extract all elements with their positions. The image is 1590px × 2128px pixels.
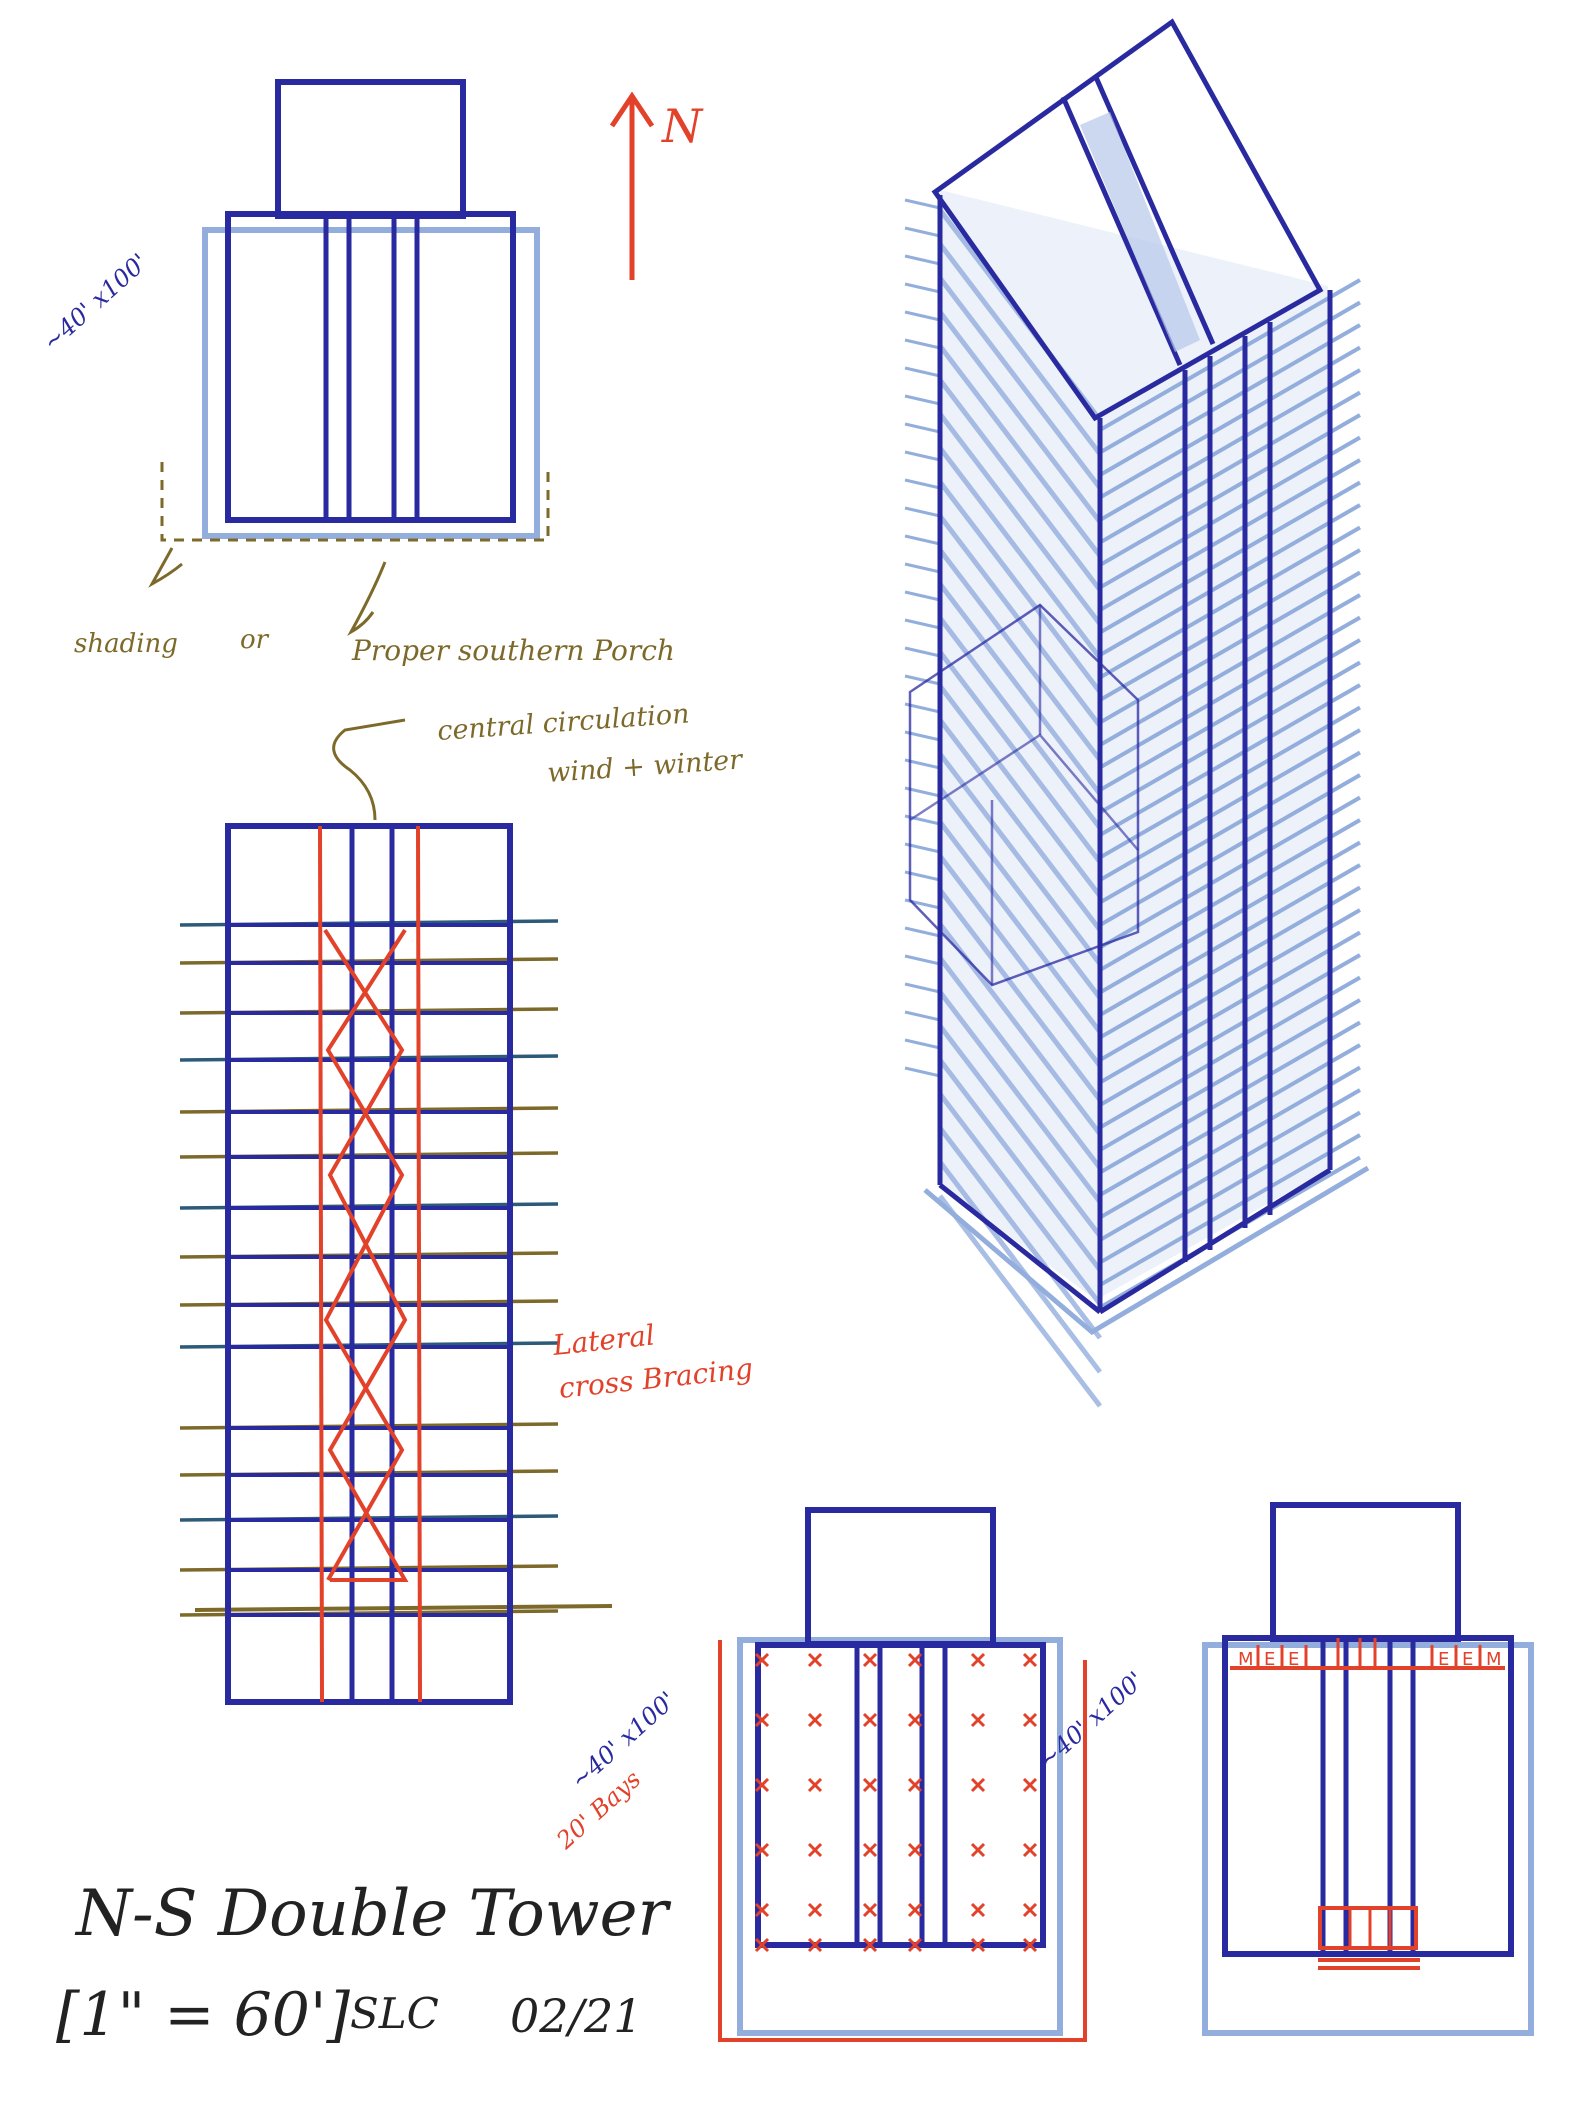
central-circulation-note: central circulation (436, 698, 691, 747)
drawing-scale: [1" = 60'] (56, 1980, 350, 2050)
slab-line-left (905, 1040, 940, 1048)
wind-winter-note: wind + winter (546, 744, 744, 789)
slab-line-left (905, 592, 940, 600)
slab-line-left (905, 396, 940, 404)
slab-line-left (905, 200, 940, 208)
drawing-date: 02/21 (510, 1989, 643, 2043)
bays-label: 20' Bays (551, 1765, 647, 1855)
column-grid-marks (756, 1654, 1036, 1951)
core-label-m-left: M (1238, 1649, 1254, 1670)
or-note: or (240, 625, 269, 655)
slab-line-left (905, 956, 940, 964)
plan-top-left (152, 82, 548, 632)
slab-line-left (905, 340, 940, 348)
lower-dimension-right: ~40' x100' (1033, 1666, 1150, 1775)
drawing-title: N-S Double Tower (76, 1877, 669, 1951)
core-label-e-3: E (1438, 1649, 1450, 1670)
lateral-note-line2: cross Bracing (557, 1351, 755, 1405)
core-label-e-4: E (1462, 1649, 1474, 1670)
drawing-initials: SLC (350, 1989, 439, 2038)
slab-line-left (905, 424, 940, 432)
slab-line-left (905, 452, 940, 460)
slab-line-left (905, 928, 940, 936)
elevation-bracing (180, 720, 612, 1702)
core-label-e-2: E (1288, 1649, 1300, 1670)
slab-line-left (905, 564, 940, 572)
slab-line-left (905, 620, 940, 628)
slab-line-left (905, 228, 940, 236)
lower-dimension-left: ~40' x100' (565, 1686, 682, 1795)
slab-line-left (905, 284, 940, 292)
plan-dimension-label: ~40' x100' (37, 248, 154, 357)
plan-core-layout (1205, 1505, 1531, 2033)
core-label-e-1: E (1264, 1649, 1276, 1670)
north-arrow (612, 96, 652, 280)
slab-line-left (905, 984, 940, 992)
porch-note: Proper southern Porch (352, 634, 675, 667)
slab-line-left (905, 368, 940, 376)
elevation-floor-lines (180, 921, 612, 1615)
slab-line-left (905, 1068, 940, 1076)
shading-note: shading (74, 629, 178, 659)
slab-line-left (905, 480, 940, 488)
slab-line-left (905, 256, 940, 264)
slab-line-left (905, 1012, 940, 1020)
slab-line-left (905, 536, 940, 544)
plan-structural-grid (720, 1510, 1085, 2040)
slab-line-left (905, 312, 940, 320)
isometric-tower (905, 22, 1368, 1406)
north-label: N (662, 99, 703, 153)
lateral-note-line1: Lateral (551, 1318, 657, 1362)
core-label-m-right: M (1486, 1649, 1502, 1670)
slab-line-left (905, 508, 940, 516)
slab-line-left (905, 648, 940, 656)
